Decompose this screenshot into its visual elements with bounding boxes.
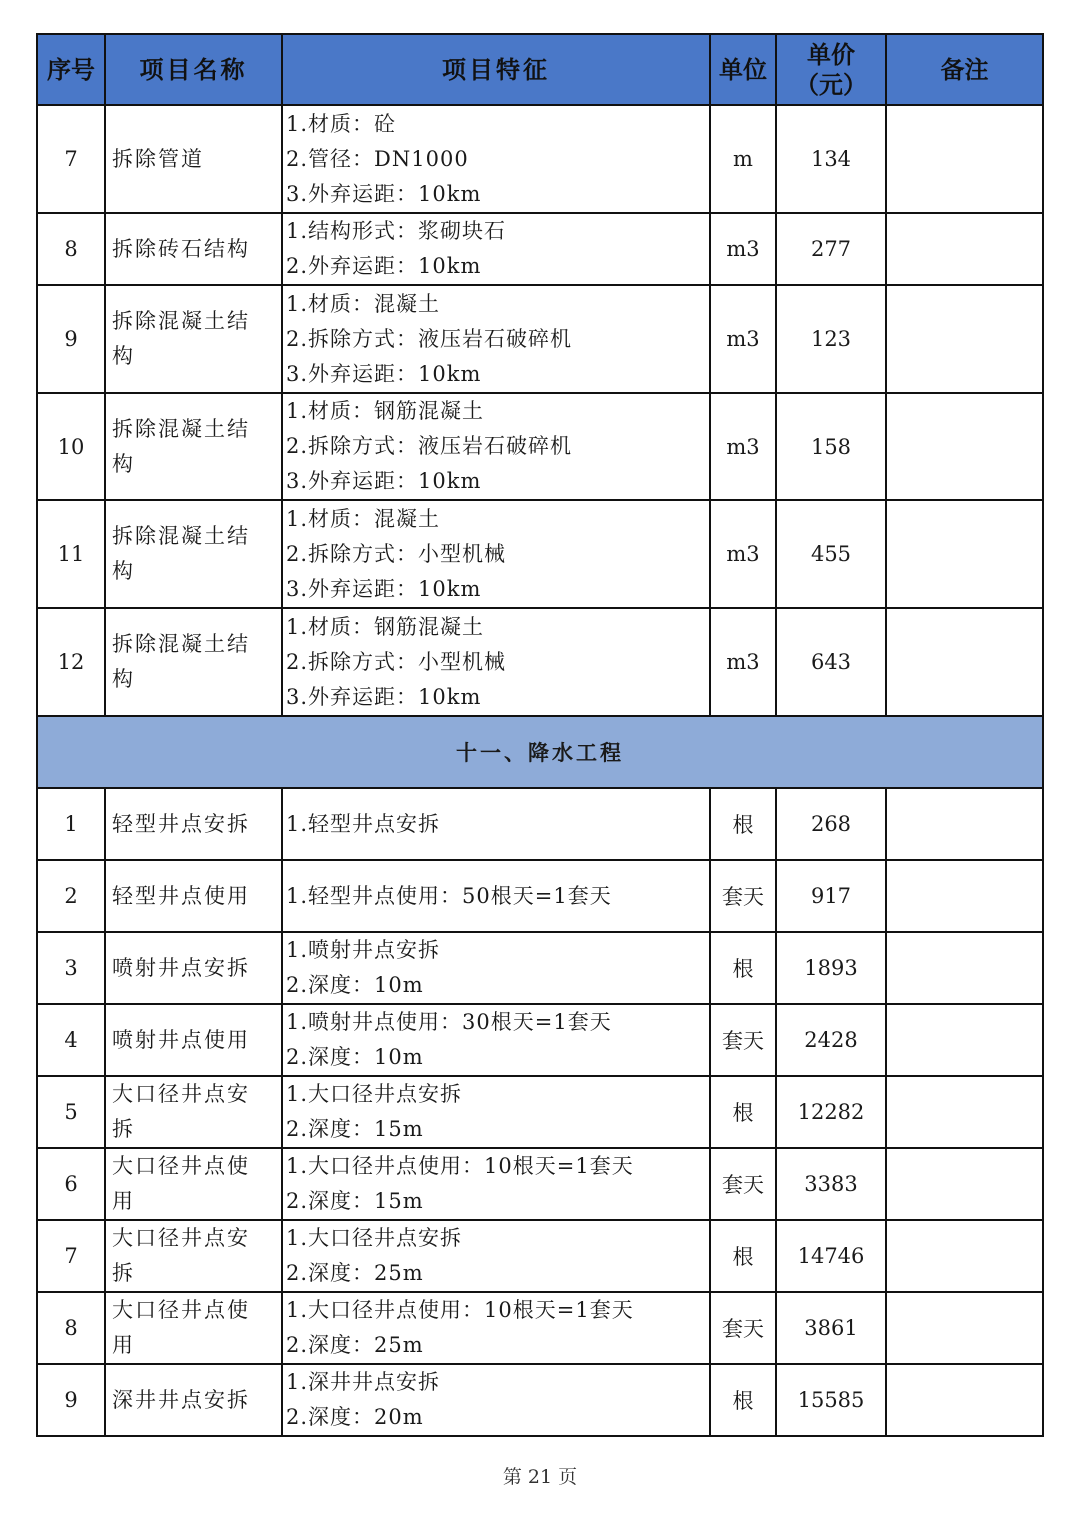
cell-name: [105, 1148, 282, 1220]
cell-feature-line: 1.材质：钢筋混凝土: [286, 399, 485, 423]
cell-feature: [282, 788, 710, 860]
table-row: [37, 860, 1043, 932]
cell-no: 8: [37, 213, 105, 285]
section-row: [37, 716, 1043, 788]
cell-name: [105, 932, 282, 1004]
cell-remark: [886, 1076, 1043, 1148]
header-price: [776, 34, 886, 105]
header-no: 序号: [37, 34, 105, 105]
cell-name-line: 拆除混凝土结: [112, 416, 250, 441]
cell-feature-line: 2.深度：15m: [286, 1189, 424, 1213]
cell-remark: [886, 213, 1043, 285]
cell-remark: [886, 932, 1043, 1004]
table-row: [37, 213, 1043, 285]
table-row: [37, 105, 1043, 213]
cell-feature-line: 2.深度：10m: [286, 973, 424, 997]
table-header-row: [37, 34, 1043, 105]
page-footer: 第 21 页: [502, 1466, 578, 1488]
cell-name: [105, 860, 282, 932]
cell-feature: [282, 105, 710, 213]
cell-no: 11: [37, 500, 105, 608]
cell-name: [105, 1076, 282, 1148]
cell-name-line: 大口径井点安: [112, 1082, 250, 1106]
cell-name-line: 构: [112, 451, 135, 476]
cell-remark: [886, 608, 1043, 716]
cell-name-line: 拆: [112, 1117, 135, 1141]
cell-feature-line: 1.轻型井点安拆: [286, 811, 441, 836]
cell-unit: m3: [710, 213, 776, 285]
cell-remark: [886, 393, 1043, 500]
cell-unit: m3: [710, 285, 776, 393]
header-remark: 备注: [886, 34, 1043, 105]
cell-price: 1893: [776, 932, 886, 1004]
cell-no: 1: [37, 788, 105, 860]
cell-remark: [886, 1004, 1043, 1076]
cell-feature-line: 1.大口径井点使用：10根天=1套天: [286, 1154, 634, 1178]
cell-price: 14746: [776, 1220, 886, 1292]
cell-price: 12282: [776, 1076, 886, 1148]
cell-feature-line: 3.外弃运距：10km: [286, 469, 482, 493]
cell-no: 2: [37, 860, 105, 932]
cell-feature-line: 1.材质：砼: [286, 111, 397, 136]
cell-name-line: 拆除混凝土结: [112, 309, 250, 333]
cell-unit: 套天: [710, 1148, 776, 1220]
cell-feature-line: 1.大口径井点使用：10根天=1套天: [286, 1298, 634, 1322]
cell-name-line: 用: [112, 1333, 135, 1357]
cell-feature: [282, 932, 710, 1004]
cell-price: 15585: [776, 1364, 886, 1436]
cell-remark: [886, 500, 1043, 608]
cell-no: 12: [37, 608, 105, 716]
cell-unit: 套天: [710, 860, 776, 932]
cell-feature-line: 1.喷射井点使用：30根天=1套天: [286, 1010, 612, 1034]
table-row: [37, 788, 1043, 860]
cell-feature-line: 3.外弃运距：10km: [286, 361, 482, 386]
table-row: [37, 1364, 1043, 1436]
cell-feature-line: 2.外弃运距：10km: [286, 254, 482, 278]
price-table: [36, 33, 1044, 1437]
cell-no: 7: [37, 1220, 105, 1292]
cell-name: [105, 1220, 282, 1292]
header-name: 项目名称: [105, 34, 282, 105]
cell-price: 643: [776, 608, 886, 716]
cell-no: 9: [37, 285, 105, 393]
cell-name-line: 轻型井点安拆: [112, 811, 250, 836]
cell-remark: [886, 1148, 1043, 1220]
cell-price: 123: [776, 285, 886, 393]
cell-unit: 套天: [710, 1292, 776, 1364]
cell-name: [105, 1004, 282, 1076]
cell-feature-line: 3.外弃运距：10km: [286, 684, 482, 709]
cell-feature-line: 2.管径：DN1000: [286, 146, 469, 171]
cell-unit: m3: [710, 500, 776, 608]
cell-unit: 根: [710, 788, 776, 860]
cell-remark: [886, 860, 1043, 932]
cell-feature: [282, 1292, 710, 1364]
cell-no: 4: [37, 1004, 105, 1076]
cell-feature: [282, 213, 710, 285]
cell-remark: [886, 788, 1043, 860]
table-row: [37, 1004, 1043, 1076]
cell-unit: 套天: [710, 1004, 776, 1076]
cell-price: 455: [776, 500, 886, 608]
cell-feature-line: 1.大口径井点安拆: [286, 1226, 463, 1250]
cell-remark: [886, 1220, 1043, 1292]
cell-name-line: 拆除混凝土结: [112, 632, 250, 656]
cell-no: 5: [37, 1076, 105, 1148]
cell-feature: [282, 500, 710, 608]
cell-name: [105, 285, 282, 393]
cell-name: [105, 788, 282, 860]
cell-unit: m3: [710, 608, 776, 716]
cell-price: 134: [776, 105, 886, 213]
cell-feature: [282, 608, 710, 716]
cell-name-line: 大口径井点安: [112, 1226, 250, 1250]
cell-name-line: 喷射井点安拆: [112, 955, 250, 980]
cell-price: 3861: [776, 1292, 886, 1364]
cell-name-line: 拆除砖石结构: [112, 236, 250, 261]
cell-feature-line: 1.结构形式：浆砌块石: [286, 219, 507, 243]
table-row: [37, 1148, 1043, 1220]
cell-price: 917: [776, 860, 886, 932]
table-body-part1: [37, 105, 1043, 716]
cell-name-line: 轻型井点使用: [112, 883, 250, 908]
cell-price: 158: [776, 393, 886, 500]
table-row: [37, 1076, 1043, 1148]
cell-feature: [282, 1004, 710, 1076]
cell-name-line: 构: [112, 344, 135, 368]
cell-feature-line: 2.拆除方式：小型机械: [286, 649, 507, 674]
cell-unit: m: [710, 105, 776, 213]
table-row: [37, 500, 1043, 608]
cell-feature-line: 1.材质：钢筋混凝土: [286, 614, 485, 639]
table-row: [37, 1292, 1043, 1364]
cell-name: [105, 393, 282, 500]
cell-feature-line: 1.喷射井点安拆: [286, 938, 441, 962]
cell-remark: [886, 105, 1043, 213]
cell-unit: 根: [710, 1220, 776, 1292]
cell-remark: [886, 1364, 1043, 1436]
cell-no: 7: [37, 105, 105, 213]
cell-name-line: 深井井点安拆: [112, 1387, 250, 1412]
cell-name-line: 拆除管道: [112, 146, 204, 171]
cell-feature: [282, 860, 710, 932]
cell-no: 3: [37, 932, 105, 1004]
cell-name: [105, 1292, 282, 1364]
cell-name: [105, 1364, 282, 1436]
cell-name: [105, 105, 282, 213]
cell-feature-line: 2.深度：10m: [286, 1045, 424, 1069]
cell-feature: [282, 393, 710, 500]
cell-name-line: 拆: [112, 1261, 135, 1285]
header-price-line1: 单价: [807, 39, 855, 69]
cell-remark: [886, 285, 1043, 393]
cell-name: [105, 500, 282, 608]
cell-name-line: 构: [112, 667, 135, 691]
cell-name-line: 大口径井点使: [112, 1154, 250, 1178]
table-row: [37, 285, 1043, 393]
table-row: [37, 932, 1043, 1004]
cell-feature-line: 2.拆除方式：小型机械: [286, 541, 507, 566]
cell-name-line: 用: [112, 1189, 135, 1213]
cell-feature-line: 1.材质：混凝土: [286, 291, 441, 316]
cell-no: 8: [37, 1292, 105, 1364]
cell-feature-line: 2.拆除方式：液压岩石破碎机: [286, 434, 573, 458]
cell-feature-line: 1.大口径井点安拆: [286, 1082, 463, 1106]
table-row: [37, 393, 1043, 500]
cell-feature-line: 3.外弃运距：10km: [286, 181, 482, 206]
cell-feature-line: 1.轻型井点使用：50根天=1套天: [286, 883, 612, 908]
cell-unit: 根: [710, 932, 776, 1004]
cell-feature: [282, 1148, 710, 1220]
cell-unit: 根: [710, 1076, 776, 1148]
cell-price: 3383: [776, 1148, 886, 1220]
section-title: 十一、降水工程: [37, 716, 1043, 788]
table-row: [37, 1220, 1043, 1292]
cell-feature: [282, 1076, 710, 1148]
table-body-part2: [37, 788, 1043, 1436]
header-unit: 单位: [710, 34, 776, 105]
cell-price: 268: [776, 788, 886, 860]
cell-feature: [282, 285, 710, 393]
cell-price: 2428: [776, 1004, 886, 1076]
header-feature: 项目特征: [282, 34, 710, 105]
cell-name-line: 大口径井点使: [112, 1298, 250, 1322]
cell-name: [105, 213, 282, 285]
cell-feature-line: 2.深度：15m: [286, 1117, 424, 1141]
cell-no: 10: [37, 393, 105, 500]
cell-feature-line: 2.深度：25m: [286, 1261, 424, 1285]
cell-feature-line: 2.深度：20m: [286, 1405, 424, 1429]
cell-feature-line: 2.深度：25m: [286, 1333, 424, 1357]
cell-feature-line: 2.拆除方式：液压岩石破碎机: [286, 326, 573, 351]
table-row: [37, 608, 1043, 716]
cell-price: 277: [776, 213, 886, 285]
cell-feature: [282, 1364, 710, 1436]
cell-feature: [282, 1220, 710, 1292]
cell-name-line: 喷射井点使用: [112, 1027, 250, 1052]
cell-name-line: 拆除混凝土结: [112, 524, 250, 548]
cell-unit: m3: [710, 393, 776, 500]
cell-name-line: 构: [112, 559, 135, 583]
cell-no: 6: [37, 1148, 105, 1220]
cell-unit: 根: [710, 1364, 776, 1436]
section-body: [37, 716, 1043, 788]
cell-feature-line: 3.外弃运距：10km: [286, 576, 482, 601]
cell-feature-line: 1.材质：混凝土: [286, 506, 441, 531]
header-price-line2: （元）: [795, 69, 867, 99]
cell-name: [105, 608, 282, 716]
cell-remark: [886, 1292, 1043, 1364]
cell-no: 9: [37, 1364, 105, 1436]
cell-feature-line: 1.深井井点安拆: [286, 1370, 441, 1394]
